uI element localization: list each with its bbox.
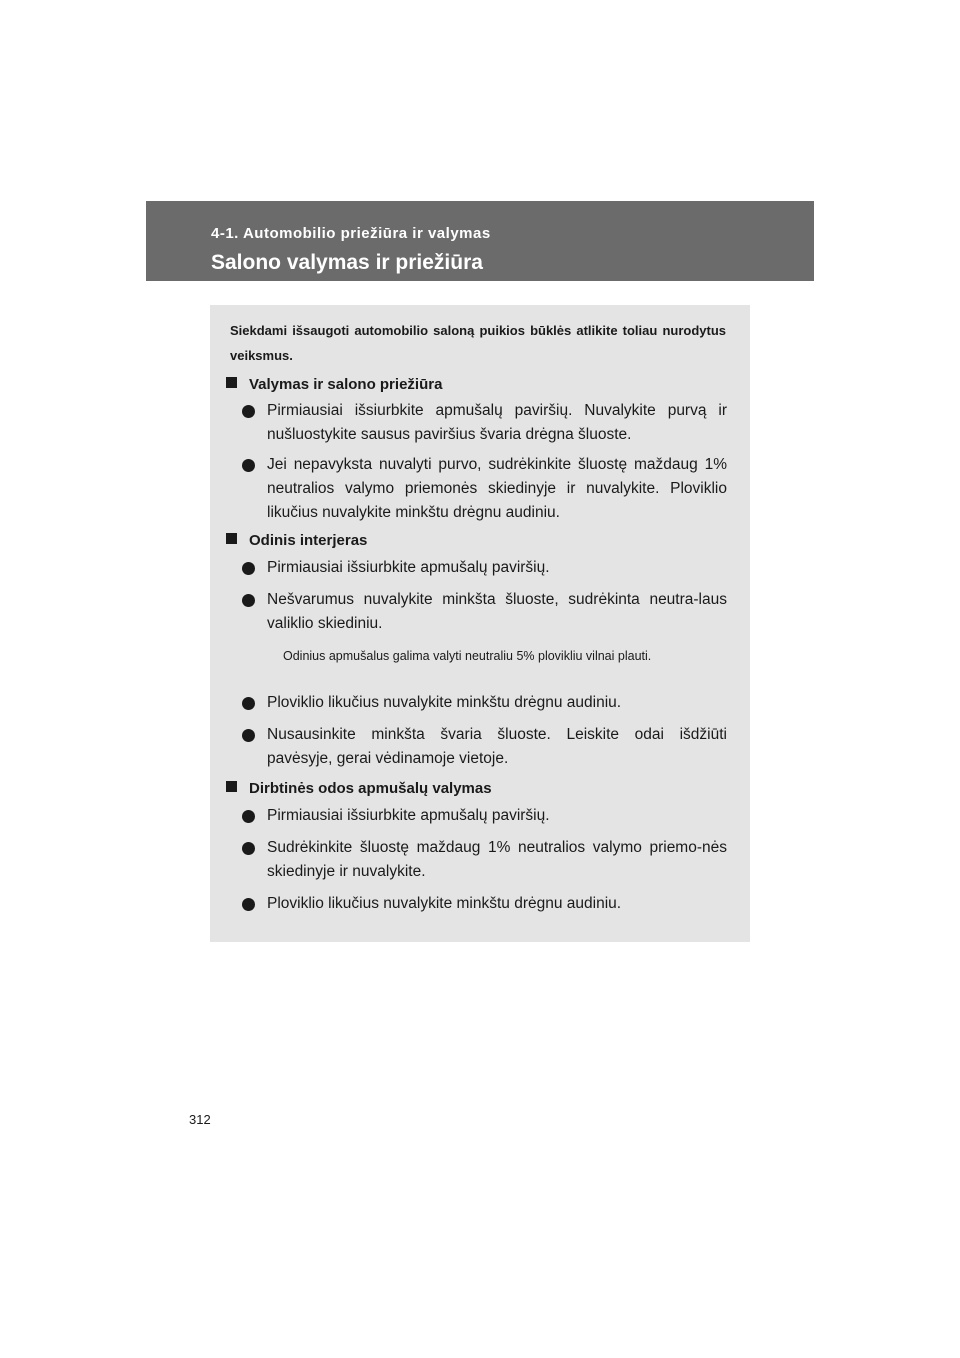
section-heading: Dirbtinės odos apmušalų valymas	[226, 779, 492, 799]
list-item: Pirmiausiai išsiurbkite apmušalų paviršių. Nuvalykite purvą ir nušluostykite sausus paviršius švaria drėgna šluoste.	[242, 399, 727, 447]
list-item: Ploviklio likučius nuvalykite minkštu drėgnu audiniu.	[242, 691, 727, 715]
section-label: 4-1. Automobilio priežiūra ir valymas	[211, 225, 491, 242]
bullet-dot-icon	[242, 729, 255, 742]
intro-text: Siekdami išsaugoti automobilio saloną puikios būklės atlikite toliau nurodytus veiksmus.	[230, 323, 726, 363]
note-text: Odinius apmušalus galima valyti neutraliu 5% plovikliu vilnai plauti.	[283, 649, 652, 663]
page-number: 312	[189, 1112, 211, 1127]
bullet-dot-icon	[242, 459, 255, 472]
bullet-dot-icon	[242, 562, 255, 575]
bullet-dot-icon	[242, 697, 255, 710]
page-title: Salono valymas ir priežiūra	[211, 251, 483, 274]
list-item: Pirmiausiai išsiurbkite apmušalų paviršių.	[242, 556, 727, 580]
square-bullet-icon	[226, 377, 237, 388]
list-item: Sudrėkinkite šluostę maždaug 1% neutralios valymo priemo-nės skiedinyje ir nuvalykite.	[242, 836, 727, 884]
bullet-dot-icon	[242, 594, 255, 607]
list-item: Jei nepavyksta nuvalyti purvo, sudrėkinkite šluostę maždaug 1% neutralios valymo priemonės skiedinyje ir nuvalykite. Ploviklio likučius nuvalykite minkštu drėgnu audiniu.	[242, 453, 727, 525]
chapter-header	[146, 201, 814, 281]
content-panel	[210, 305, 750, 942]
bullet-dot-icon	[242, 810, 255, 823]
list-item: Ploviklio likučius nuvalykite minkštu drėgnu audiniu.	[242, 892, 727, 916]
square-bullet-icon	[226, 533, 237, 544]
bullet-dot-icon	[242, 842, 255, 855]
square-bullet-icon	[226, 781, 237, 792]
list-item: Nešvarumus nuvalykite minkšta šluoste, sudrėkinta neutra-laus valiklio skiediniu.	[242, 588, 727, 636]
section-heading: Odinis interjeras	[226, 531, 367, 551]
list-item: Pirmiausiai išsiurbkite apmušalų paviršių.	[242, 804, 727, 828]
bullet-dot-icon	[242, 405, 255, 418]
list-item: Nusausinkite minkšta švaria šluoste. Leiskite odai išdžiūti pavėsyje, gerai vėdinamoje vietoje.	[242, 723, 727, 771]
section-heading: Valymas ir salono priežiūra	[226, 375, 442, 395]
bullet-dot-icon	[242, 898, 255, 911]
